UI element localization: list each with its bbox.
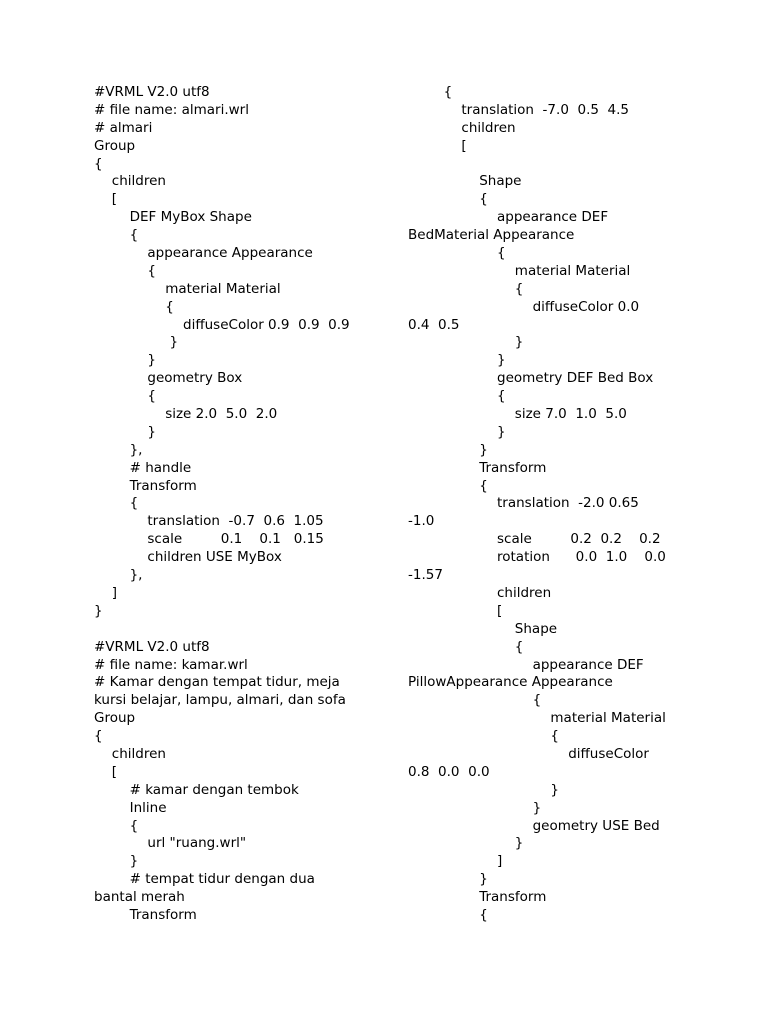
code-line: { [94, 155, 103, 172]
code-line: diffuseColor [568, 745, 649, 762]
code-line: url "ruang.wrl" [147, 835, 247, 852]
code-line: Transform [479, 459, 547, 476]
code-line: DEF MyBox Shape [129, 209, 252, 226]
code-line: translation -7.0 0.5 4.5 [461, 101, 630, 118]
code-line: # tempat tidur dengan dua [129, 871, 315, 888]
code-line: { [479, 906, 488, 923]
code-line: scale 0.2 0.2 0.2 [497, 531, 661, 548]
code-line: -1.57 [408, 567, 443, 584]
code-line: BedMaterial Appearance [408, 227, 575, 244]
code-line: Group [94, 710, 136, 727]
code-line: translation -2.0 0.65 [497, 495, 639, 512]
code-line: { [129, 817, 139, 834]
code-line: { [514, 280, 524, 297]
code-line: } [479, 441, 488, 458]
code-line: Transform [129, 906, 197, 923]
code-line: translation -0.7 0.6 1.05 [147, 513, 324, 530]
right-text-column [408, 84, 708, 925]
code-line: { [147, 262, 156, 279]
code-line: [ [111, 763, 118, 780]
code-line: } [497, 352, 506, 369]
code-line: 0.8 0.0 0.0 [408, 763, 490, 780]
code-line: } [479, 871, 488, 888]
code-line: { [497, 245, 506, 262]
code-line: { [497, 388, 506, 405]
left-text-column [94, 84, 394, 925]
code-line: { [479, 191, 488, 208]
code-line: { [479, 477, 488, 494]
code-line: { [165, 298, 174, 315]
code-line: } [514, 835, 524, 852]
code-line: size 7.0 1.0 5.0 [514, 406, 627, 423]
code-line [408, 156, 708, 174]
code-line: # handle [129, 459, 192, 476]
code-line: -1.0 [408, 513, 435, 530]
code-line: } [165, 334, 179, 351]
code-line: appearance DEF [532, 656, 644, 673]
code-line: diffuseColor 0.9 0.9 0.9 [183, 316, 350, 333]
code-line: bantal merah [94, 889, 185, 906]
code-line: } [147, 423, 156, 440]
code-line: Shape [514, 620, 558, 637]
code-line: children [111, 745, 166, 762]
code-line: } [129, 853, 139, 870]
code-line: { [129, 227, 139, 244]
code-line: } [532, 799, 542, 816]
code-line: [ [497, 602, 503, 619]
code-line: children [111, 173, 166, 190]
code-line: children [497, 584, 552, 601]
code-line: appearance DEF [497, 209, 609, 226]
code-line: { [443, 84, 453, 100]
code-line: { [550, 728, 559, 745]
code-line: { [514, 638, 524, 655]
code-line: # Kamar dengan tempat tidur, meja [94, 674, 340, 691]
code-line: geometry DEF Bed Box [497, 370, 654, 387]
code-line: kursi belajar, lampu, almari, dan sofa [94, 692, 346, 709]
code-line: Transform [129, 477, 197, 494]
code-line: { [532, 692, 542, 709]
code-line: } [94, 602, 103, 619]
code-line: }, [129, 441, 143, 458]
code-line: { [129, 495, 139, 512]
code-line: ] [497, 853, 503, 870]
code-line: material Material [550, 710, 666, 727]
code-line: geometry Box [147, 370, 243, 387]
code-line: material Material [165, 280, 281, 297]
code-line: # almari [94, 119, 153, 136]
code-line: } [147, 352, 156, 369]
code-line: Shape [479, 173, 522, 190]
code-line: Inline [129, 799, 167, 816]
code-line: [ [111, 191, 118, 208]
code-line: } [550, 781, 559, 798]
code-line: { [147, 388, 156, 405]
code-line: diffuseColor 0.0 [532, 298, 640, 315]
code-line: #VRML V2.0 utf8 [94, 84, 210, 100]
code-line: [ [461, 137, 467, 154]
code-line: Group [94, 137, 136, 154]
code-line: 0.4 0.5 [408, 316, 460, 333]
code-line: scale 0.1 0.1 0.15 [147, 531, 324, 548]
code-line: size 2.0 5.0 2.0 [165, 406, 278, 423]
code-line: geometry USE Bed [532, 817, 660, 834]
code-line: appearance Appearance [147, 245, 313, 262]
code-line: ] [111, 584, 118, 601]
code-line: }, [129, 567, 143, 584]
code-line: } [497, 423, 506, 440]
code-line: material Material [514, 262, 631, 279]
code-line: } [514, 334, 524, 351]
code-line: # file name: kamar.wrl [94, 656, 248, 673]
code-line: rotation 0.0 1.0 0.0 [497, 549, 666, 566]
code-line: Transform [479, 889, 547, 906]
code-line: children [461, 119, 516, 136]
code-line: # kamar dengan tembok [129, 781, 299, 798]
code-line: #VRML V2.0 utf8 [94, 638, 210, 655]
code-line: children USE MyBox [147, 549, 282, 566]
code-line: { [94, 728, 103, 745]
code-line: PillowAppearance Appearance [408, 674, 613, 691]
code-line [94, 621, 394, 639]
code-line: # file name: almari.wrl [94, 101, 249, 118]
